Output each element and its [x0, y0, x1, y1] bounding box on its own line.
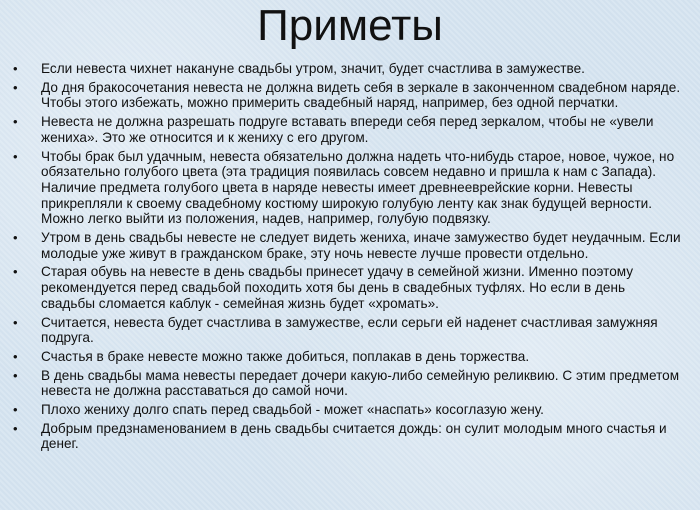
list-item-text: Невеста не должна разрешать подруге вставать впереди себя перед зеркалом, чтобы не «увели жениха». Это же относится и к жениху с его другом. [41, 114, 654, 145]
list-item [0, 421, 700, 452]
list-item [0, 264, 700, 311]
list-item-text: В день свадьбы мама невесты передает дочери какую-либо семейную реликвию. С этим предметом невеста не должна расставаться до самой ночи. [41, 367, 680, 399]
list-item [0, 368, 700, 399]
bullet-icon: • [13, 79, 18, 95]
bullet-icon: • [13, 314, 18, 330]
bullet-icon: • [13, 348, 18, 364]
list-item-text: До дня бракосочетания невеста не должна видеть себя в зеркале в законченном свадебном наряде. Чтобы этого избежать, можно примерить свадебный наряд, например, без одной перчатки. [41, 79, 681, 111]
list-item-text: Счастья в браке невесте можно также добиться, поплакав в день торжества. [41, 348, 530, 364]
list-item [0, 80, 700, 111]
bullet-list [0, 61, 700, 455]
list-item-text: Считается, невеста будет счастлива в замужестве, если серьги ей наденет счастливая замужняя подруга. [41, 314, 658, 346]
bullet-icon: • [13, 148, 18, 164]
list-item [0, 61, 700, 77]
bullet-icon: • [13, 367, 18, 383]
list-item [0, 230, 700, 261]
list-item [0, 114, 700, 145]
bullet-icon: • [13, 114, 18, 130]
page-title: Приметы [257, 1, 443, 50]
list-item-text: Старая обувь на невесте в день свадьбы принесет удачу в семейной жизни. Именно поэтому рекомендуется перед свадьбой походить хотя бы день в свадебных туфлях. Но если в день свадьбы сломается каблук - семейная жизнь будет «хромать». [41, 264, 634, 311]
list-item [0, 315, 700, 346]
list-item-text: Утром в день свадьбы невесте не следует видеть жениха, иначе замужество будет неудачным. Если молодые уже живут в гражданском браке, эту ночь невесте лучше провести отдельно. [41, 230, 681, 261]
bullet-icon: • [13, 420, 18, 436]
list-item-text: Чтобы брак был удачным, невеста обязательно должна надеть что-нибудь старое, новое, чужое, но обязательно голубого цвета (эта традиция появилась совсем недавно и пришла к нам с Запада). Наличие предмета голубого цвета в наряде невесты имеет древнееврейские корни. Невесты прикрепляли к своему свадебному костюму широкую голубую ленту как знак будущей верности. Можно легко выйти из положения, надев, например, голубую подвязку. [41, 148, 675, 227]
list-item-text: Если невеста чихнет накануне свадьбы утром, значит, будет счастлива в замужестве. [41, 61, 585, 76]
bullet-icon: • [13, 402, 18, 418]
list-item [0, 402, 700, 418]
bullet-icon: • [13, 61, 18, 76]
bullet-icon: • [13, 230, 18, 246]
list-item [0, 149, 700, 228]
list-item-text: Добрым предзнаменованием в день свадьбы считается дождь: он сулит молодым много счастья и денег. [41, 420, 667, 452]
bullet-icon: • [13, 264, 18, 280]
list-item-text: Плохо жениху долго спать перед свадьбой - может «наспать» косоглазую жену. [41, 402, 544, 418]
list-item [0, 349, 700, 365]
